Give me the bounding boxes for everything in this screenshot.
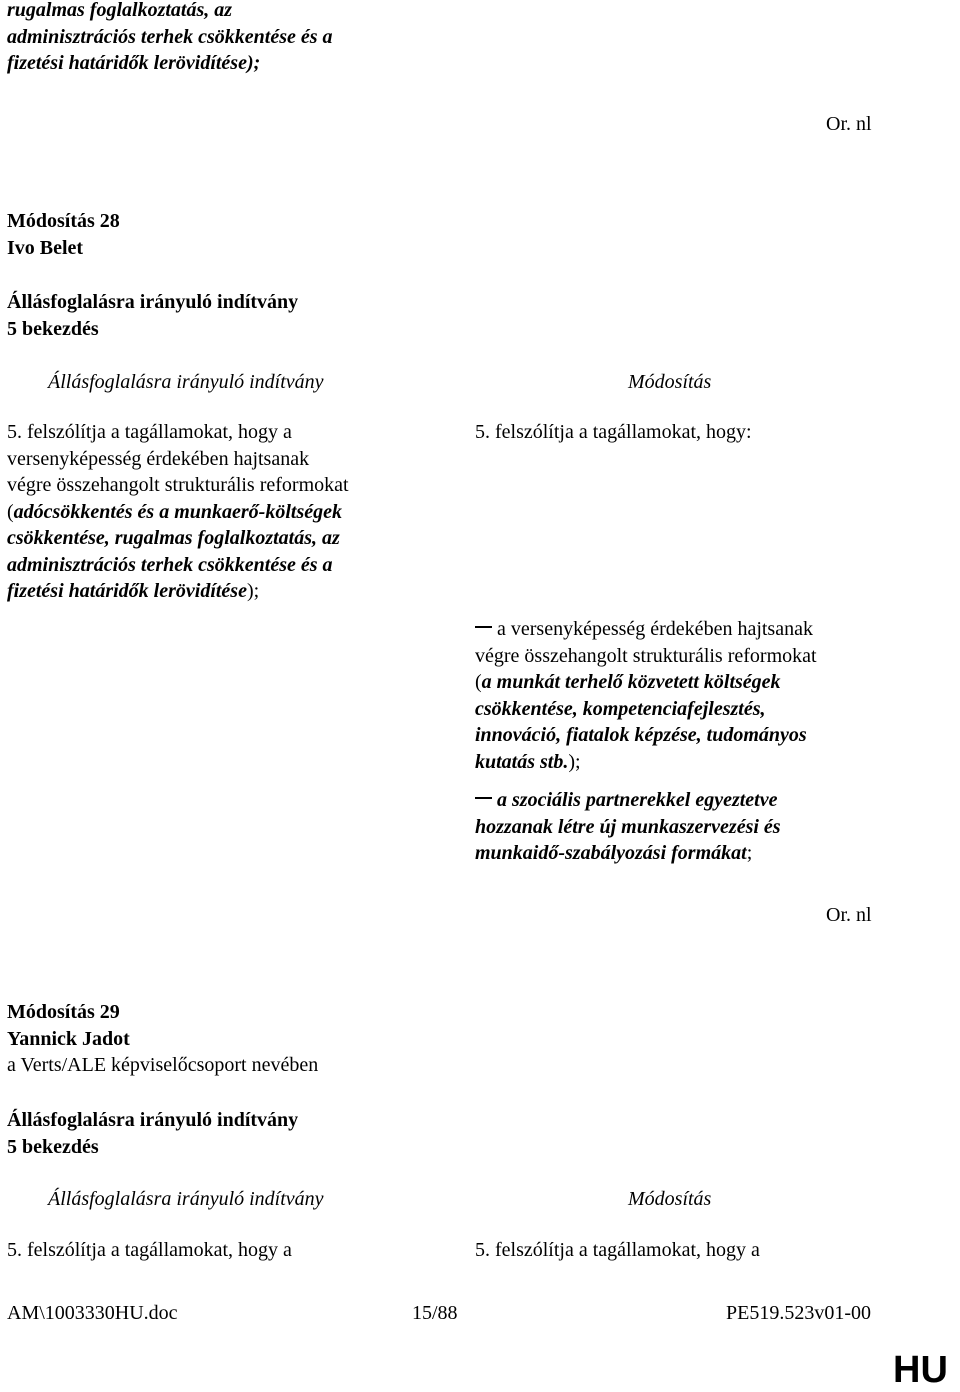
left-column-heading: Állásfoglalásra irányuló indítvány	[48, 371, 324, 393]
amendment-29-target	[7, 1107, 298, 1160]
original-language-label: Or. nl	[826, 904, 872, 926]
deleted-text: csökkentése, rugalmas foglalkoztatás, az	[7, 527, 340, 549]
right-column-intro: 5. felszólítja a tagállamokat, hogy:	[475, 421, 752, 443]
paren-open: (	[7, 500, 14, 523]
amendment-29-header	[7, 999, 318, 1079]
right-list-item-1	[475, 616, 817, 775]
document-type: Állásfoglalásra irányuló indítvány	[7, 291, 299, 313]
semicolon: ;	[746, 842, 753, 864]
dash-bullet	[475, 797, 492, 799]
inserted-text: munkaidő-szabályozási formákat	[475, 842, 747, 864]
right-list-item-2	[475, 787, 781, 867]
right-line	[475, 749, 817, 776]
paren-open: (	[475, 671, 482, 693]
carryover-line-2: adminisztrációs terhek csökkentése és a	[7, 25, 333, 48]
paragraph-ref: 5 bekezdés	[7, 1135, 99, 1158]
left-line	[7, 578, 349, 605]
inserted-text: kutatás stb.	[475, 750, 569, 773]
paragraph-ref: 5 bekezdés	[7, 317, 99, 340]
right-line: végre összehangolt strukturális reformokat	[475, 644, 817, 667]
amendment-author: Ivo Belet	[7, 236, 84, 259]
carryover-text	[7, 0, 333, 77]
left-line: végre összehangolt strukturális reformokat	[7, 474, 349, 496]
amendment-28-target	[7, 289, 298, 342]
carryover-line-3: fizetési határidők lerövidítése);	[7, 52, 261, 74]
left-line: versenyképesség érdekében hajtsanak	[7, 447, 310, 470]
footer-page-number: 15/88	[412, 1302, 458, 1324]
inserted-text: csökkentése, kompetenciafejlesztés,	[475, 697, 766, 720]
inserted-text: innováció, fiatalok képzése, tudományos	[475, 724, 807, 746]
right-line	[475, 787, 781, 814]
right-line	[475, 669, 817, 696]
right-column-heading: Módosítás	[628, 371, 712, 393]
left-line: 5. felszólítja a tagállamokat, hogy a	[7, 421, 292, 443]
deleted-text: adócsökkentés és a munkaerő-költségek	[13, 500, 342, 523]
left-column-heading: Állásfoglalásra irányuló indítvány	[48, 1188, 324, 1210]
amendment-number: Módosítás 28	[7, 210, 120, 232]
carryover-line-1: rugalmas foglalkoztatás, az	[7, 0, 233, 21]
original-language-label: Or. nl	[826, 113, 872, 135]
amendment-number: Módosítás 29	[7, 1001, 120, 1023]
left-column-text	[7, 419, 349, 605]
political-group: a Verts/ALE képviselőcsoport nevében	[7, 1054, 319, 1076]
amendment-author: Yannick Jadot	[7, 1027, 130, 1050]
document-type: Állásfoglalásra irányuló indítvány	[7, 1109, 299, 1131]
deleted-text: fizetési határidők lerövidítése	[7, 580, 247, 602]
right-line	[475, 616, 817, 643]
right-column-text: 5. felszólítja a tagállamokat, hogy a	[475, 1239, 760, 1261]
left-column-text: 5. felszólítja a tagállamokat, hogy a	[7, 1239, 292, 1261]
dash-bullet	[475, 626, 492, 628]
inserted-text: a szociális partnerekkel egyeztetve	[497, 789, 778, 811]
left-line	[7, 499, 349, 526]
right-column-heading: Módosítás	[628, 1188, 712, 1210]
paren-close: );	[568, 750, 581, 773]
footer-doc-ref: AM\1003330HU.doc	[7, 1302, 178, 1324]
item-text: a versenyképesség érdekében hajtsanak	[497, 618, 813, 640]
right-line	[475, 840, 781, 867]
deleted-text: adminisztrációs terhek csökkentése és a	[7, 553, 333, 576]
inserted-text: hozzanak létre új munkaszervezési és	[475, 815, 781, 838]
footer-pe-ref: PE519.523v01-00	[726, 1302, 871, 1324]
footer-language-code: HU	[893, 1349, 948, 1391]
amendment-28-header	[7, 208, 120, 261]
paren-close: );	[246, 580, 260, 602]
inserted-text: a munkát terhelő közvetett költségek	[481, 671, 781, 693]
